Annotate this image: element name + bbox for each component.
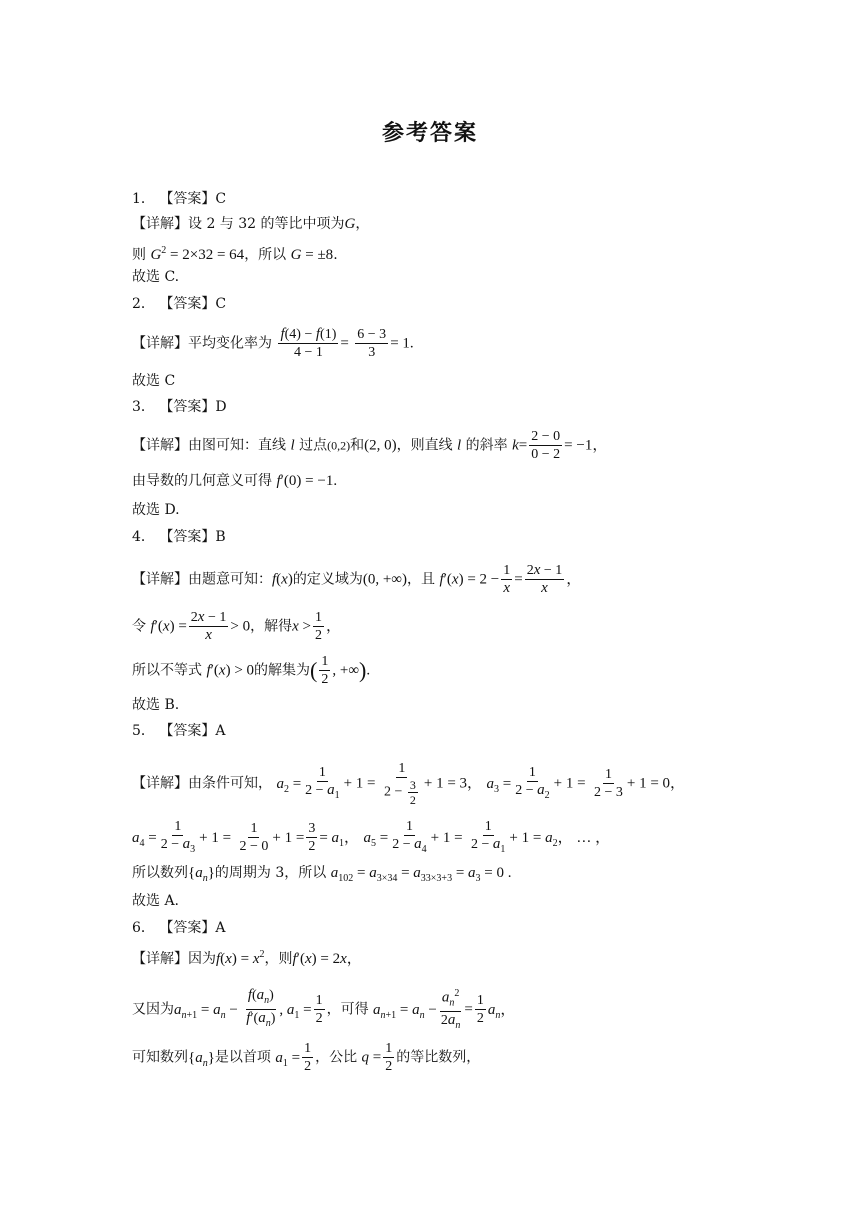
- q5-detail-3: 所以数列$\{a_n\}$的周期为 3，所以 $a_{102} = a_{3\times 34} = a_{33\times 3+3} = a_3 = 0$ .: [132, 865, 512, 884]
- q6-detail-2: 又因为$a_{n+1} = a_n$ − $\frac{f(a_n)}{f'(a_n)}$ , $a_1$ = $\frac{1}{2}$ ，可得 $a_{n+1} = a_n$ − $\frac{a_n^2}{2a_n}$ = $\frac{1}{2}$ $a_n$，: [132, 985, 515, 1034]
- q3-detail-2: 由导数的几何意义可得 f′(0) = −1.: [132, 473, 338, 489]
- q5-conclusion: 故选 A.: [132, 893, 180, 909]
- q3-detail-1: 【详解】由图可知：直线 l 过点(0,2)和(2, 0)，则直线 l 的斜率 k= $\frac{2 - 0}{0 - 2}$ = −1，: [132, 429, 608, 462]
- q3-conclusion: 故选 D.: [132, 502, 180, 518]
- q2-conclusion: 故选 C: [132, 373, 176, 389]
- q5-answer: 5． 【答案】A: [132, 723, 226, 739]
- q2-detail: 【详解】平均变化率为 $\frac{f(4) - f(1)}{4 - 1}$ = $\frac{6 - 3}{3}$ = 1.: [132, 326, 414, 360]
- q6-answer: 6． 【答案】A: [132, 920, 226, 936]
- q4-detail-1: 【详解】由题意可知：f(x)的定义域为(0, +∞)，且 f′(x) = 2 − $\frac{1}{x}$ = $\frac{2x - 1}{x}$ ，: [132, 562, 582, 596]
- q4-detail-2: 令 f′(x) = $\frac{2x - 1}{x}$ > 0，解得x > $\frac{1}{2}$ ，: [132, 609, 341, 643]
- q4-answer: 4． 【答案】B: [132, 529, 226, 545]
- q3-answer: 3． 【答案】D: [132, 399, 227, 415]
- q2-answer: 2． 【答案】C: [132, 296, 227, 312]
- q4-conclusion: 故选 B.: [132, 697, 180, 713]
- q4-detail-3: 所以不等式 f′(x) > 0的解集为( $\frac{1}{2}$ , +∞).: [132, 654, 371, 687]
- q6-detail-3: 可知数列$\{a_n\}$是以首项 $a_1$ = $\frac{1}{2}$ ，公比 q = $\frac{1}{2}$ 的等比数列，: [132, 1041, 481, 1074]
- q5-detail-1: 【详解】由条件可知， $a_2$ = $\frac{1}{2 - a_1}$ + 1 = 1 2 − $\frac{3}{2}$ + 1 = 3， $a_3$ = $\frac{1}{2 - a_2}$ + 1 = $\frac{1}{2 - 3}$ + 1 = 0，: [132, 761, 686, 807]
- q6-detail-1: 【详解】因为$f(x) = x^2$，则f′(x) = 2x，: [132, 949, 362, 967]
- q1-conclusion: 故选 C.: [132, 269, 180, 285]
- q5-detail-2: $a_4$ = $\frac{1}{2 - a_3}$ + 1 = $\frac{1}{2 - 0}$ + 1 = $\frac{3}{2}$ = $a_1$， $a_5$ = $\frac{1}{2 - a_4}$ + 1 = $\frac{1}{2 - a_1}$ + $1 = a_2$， … ，: [132, 819, 611, 855]
- q1-detail-2: 则 $G^2 = 2\times 32 = 64$，所以 G = ±8.: [132, 245, 338, 263]
- q1-answer: 1． 【答案】C: [132, 191, 227, 207]
- page-title: 参考答案: [381, 121, 478, 146]
- q1-detail-1: 【详解】设 2 与 32 的等比中项为G，: [132, 216, 370, 232]
